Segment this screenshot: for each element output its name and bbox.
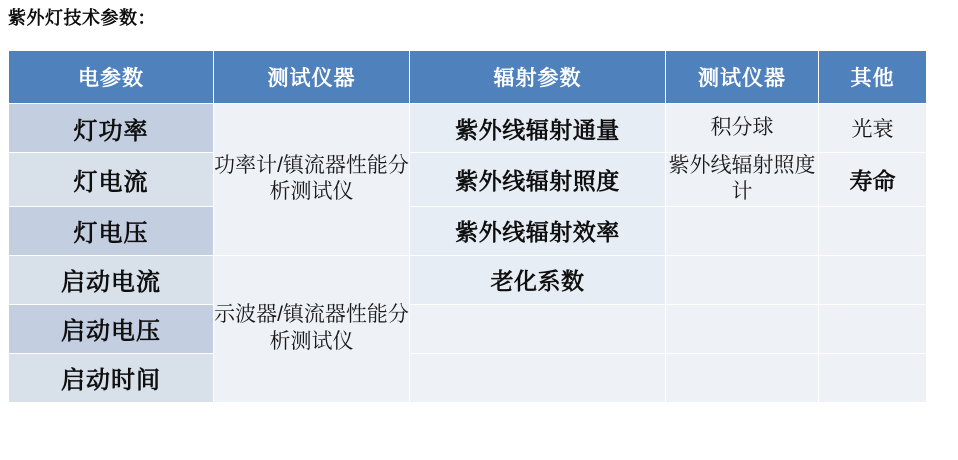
column-header-other: 其他 [819,51,927,104]
page-title: 紫外灯技术参数： [8,8,156,28]
cell-instrument-radiation [666,206,819,255]
cell-radiation-param: 老化系数 [410,255,666,304]
table-row [9,104,927,153]
table-row [9,206,927,255]
cell-radiation-param: 紫外线辐射效率 [410,206,666,255]
cell-radiation-param [410,353,666,402]
cell-other [819,304,927,353]
column-header-radiation-params: 辐射参数 [410,51,666,104]
cell-instrument-electrical-2: 示波器/镇流器性能分析测试仪 [214,255,410,402]
spec-table-container [8,50,926,403]
cell-instrument-radiation: 积分球 [666,104,819,153]
cell-instrument-radiation [666,353,819,402]
cell-instrument-electrical-1: 功率计/镇流器性能分析测试仪 [214,104,410,256]
cell-electrical-param: 启动时间 [9,353,214,402]
column-header-electrical-params: 电参数 [9,51,214,104]
cell-radiation-param [410,304,666,353]
table-row [9,353,927,402]
cell-other: 光衰 [819,104,927,153]
cell-electrical-param: 灯功率 [9,104,214,153]
table-row [9,153,927,207]
cell-instrument-radiation: 紫外线辐射照度计 [666,153,819,207]
uv-lamp-spec-table [8,50,927,403]
table-header [9,51,927,104]
cell-instrument-radiation [666,304,819,353]
cell-other: 寿命 [819,153,927,207]
cell-instrument-radiation [666,255,819,304]
cell-radiation-param: 紫外线辐射通量 [410,104,666,153]
cell-other [819,255,927,304]
cell-electrical-param: 启动电流 [9,255,214,304]
cell-other [819,206,927,255]
table-row [9,304,927,353]
table-row [9,255,927,304]
column-header-test-instrument-1: 测试仪器 [214,51,410,104]
table-header-row [9,51,927,104]
table-body [9,104,927,403]
cell-electrical-param: 灯电流 [9,153,214,207]
cell-electrical-param: 灯电压 [9,206,214,255]
cell-electrical-param: 启动电压 [9,304,214,353]
column-header-test-instrument-2: 测试仪器 [666,51,819,104]
cell-radiation-param: 紫外线辐射照度 [410,153,666,207]
cell-other [819,353,927,402]
